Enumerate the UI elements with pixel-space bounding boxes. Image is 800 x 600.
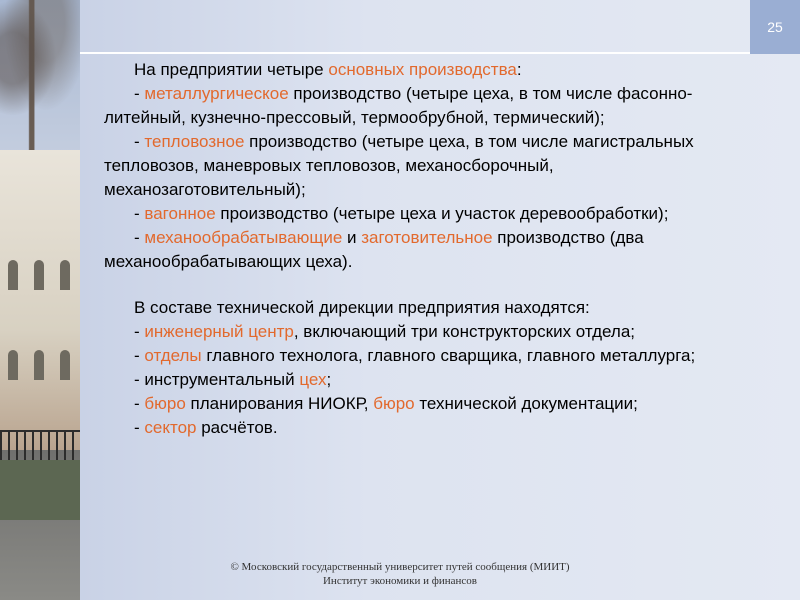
paragraph-6 xyxy=(104,320,754,344)
paragraph-8 xyxy=(104,368,754,392)
fence xyxy=(0,430,80,462)
text-run: - xyxy=(134,132,145,151)
highlighted-term: механообрабатывающие xyxy=(144,228,343,247)
text-run: - xyxy=(134,204,145,223)
text-run: планирования НИОКР, xyxy=(185,394,374,413)
highlighted-term: отделы xyxy=(144,346,202,365)
highlighted-term: цех xyxy=(299,370,327,389)
page-number-badge xyxy=(750,0,800,54)
text-run: - xyxy=(134,346,145,365)
slide-body-text xyxy=(104,58,754,440)
highlighted-term: вагонное xyxy=(144,204,216,223)
text-run: В составе технической дирекции предприятия находятся: xyxy=(134,298,590,317)
highlighted-term: бюро xyxy=(373,394,415,413)
text-run: : xyxy=(516,60,522,79)
text-run: - xyxy=(134,418,145,437)
text-run: производство (два механообрабатывающих цеха). xyxy=(104,228,644,271)
text-run: - xyxy=(134,228,145,247)
paragraph-1 xyxy=(104,82,754,130)
text-run: - xyxy=(134,322,145,341)
tree-branches xyxy=(0,0,80,160)
paragraph-3 xyxy=(104,202,754,226)
building-facade xyxy=(0,150,80,450)
paragraph-4 xyxy=(104,226,754,274)
highlighted-term: сектор xyxy=(144,418,197,437)
text-run: производство (четыре цеха и участок деревообработки); xyxy=(215,204,669,223)
header-divider xyxy=(80,52,750,54)
paragraph-10 xyxy=(104,416,754,440)
grass xyxy=(0,460,80,520)
text-run: главного технолога, главного сварщика, главного металлурга; xyxy=(201,346,696,365)
text-run: производство (четыре цеха, в том числе фасонно-литейный, кузнечно-прессовый, термообрубной, термический); xyxy=(104,84,693,127)
text-run: ; xyxy=(326,370,332,389)
paragraph-0 xyxy=(104,58,754,82)
text-run: производство (четыре цеха, в том числе магистральных тепловозов, маневровых тепловозов, механосборочный, механозаготовительный); xyxy=(104,132,694,199)
paragraph-5 xyxy=(104,296,754,320)
slide-content-area xyxy=(80,0,800,600)
text-run: - xyxy=(134,394,145,413)
highlighted-term: бюро xyxy=(144,394,186,413)
text-run: На предприятии четыре xyxy=(134,60,329,79)
paragraph-2 xyxy=(104,130,754,202)
footer-line-2: Институт экономики и финансов xyxy=(322,575,478,587)
text-run: - xyxy=(134,84,145,103)
paragraph-7 xyxy=(104,344,754,368)
text-run: и xyxy=(342,228,362,247)
footer xyxy=(80,560,720,588)
highlighted-term: инженерный центр xyxy=(144,322,294,341)
highlighted-term: заготовительное xyxy=(361,228,493,247)
footer-line-1: © Московский государственный университет путей сообщения (МИИТ) xyxy=(230,561,570,573)
highlighted-term: металлургическое xyxy=(144,84,289,103)
text-run: - инструментальный xyxy=(134,370,300,389)
text-run: технической документации; xyxy=(414,394,638,413)
text-run: , включающий три конструкторских отдела; xyxy=(293,322,636,341)
paragraph-gap xyxy=(104,274,754,296)
highlighted-term: основных производства xyxy=(328,60,517,79)
highlighted-term: тепловозное xyxy=(144,132,245,151)
paragraph-9 xyxy=(104,392,754,416)
text-run: расчётов. xyxy=(196,418,278,437)
building-photo xyxy=(0,0,80,600)
page-number: 25 xyxy=(767,19,783,35)
